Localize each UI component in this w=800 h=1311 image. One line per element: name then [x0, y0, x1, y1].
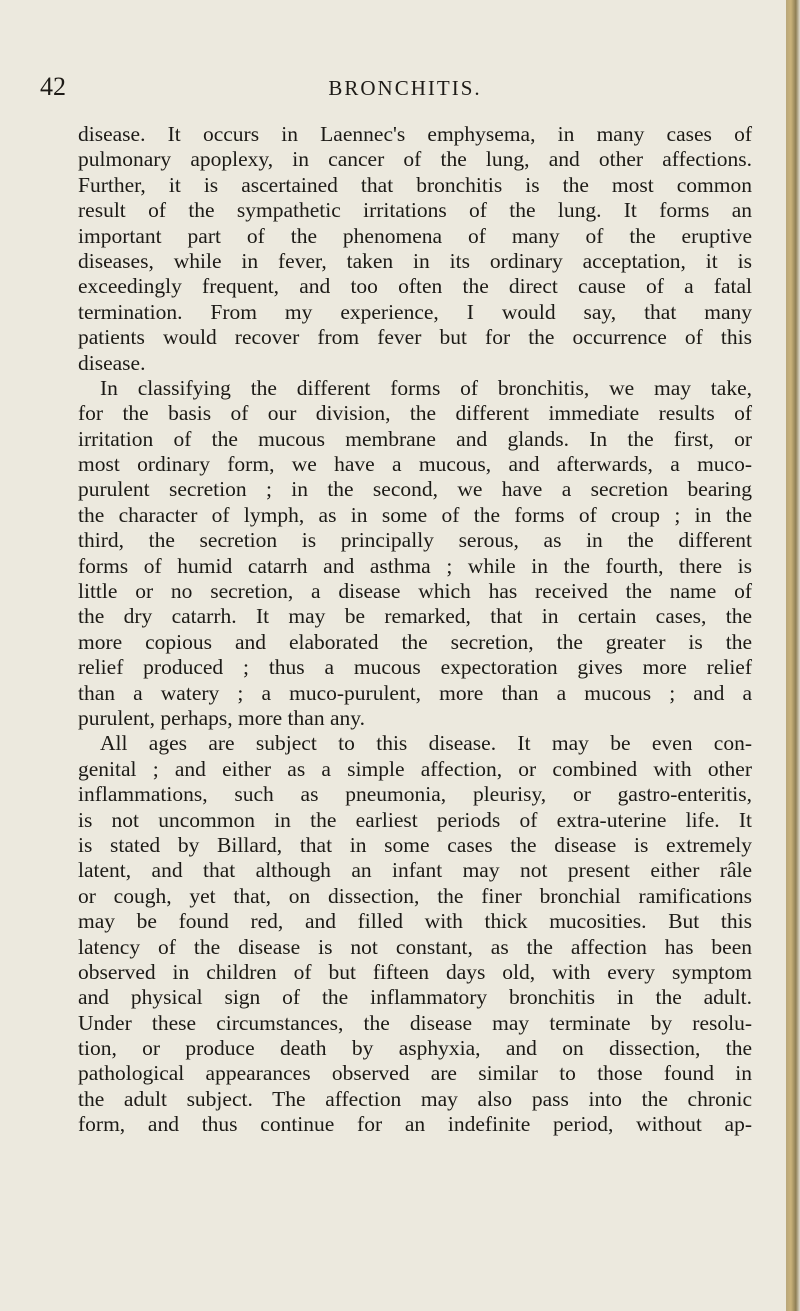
text-line: for the basis of our division, the different immediate results of — [78, 401, 752, 426]
running-head: BRONCHITIS. — [328, 76, 482, 100]
text-line: latency of the disease is not constant, as the affection has been — [78, 934, 752, 959]
text-line: is stated by Billard, that in some cases the disease is extremely — [78, 832, 752, 857]
text-line: is not uncommon in the earliest periods of extra-uterine life. It — [78, 807, 752, 832]
text-line: Under these circumstances, the disease may terminate by resolu- — [78, 1010, 752, 1035]
text-line: and physical sign of the inflammatory bronchitis in the adult. — [78, 985, 752, 1010]
text-line: little or no secretion, a disease which has received the name of — [78, 579, 752, 604]
text-line: forms of humid catarrh and asthma ; while in the fourth, there is — [78, 553, 752, 578]
page-number: 42 — [40, 72, 66, 101]
text-line: result of the sympathetic irritations of the lung. It forms an — [78, 198, 752, 223]
text-line: inflammations, such as pneumonia, pleurisy, or gastro-enteritis, — [78, 782, 752, 807]
text-line: most ordinary form, we have a mucous, and afterwards, a muco- — [78, 452, 752, 477]
text-line: In classifying the different forms of bronchitis, we may take, — [100, 375, 752, 400]
text-line: important part of the phenomena of many of the eruptive — [78, 223, 752, 248]
text-line: All ages are subject to this disease. It may be even con- — [100, 731, 752, 756]
text-line: patients would recover from fever but for the occurrence of this — [78, 325, 752, 350]
text-line: form, and thus continue for an indefinite period, without ap- — [78, 1112, 752, 1137]
text-line: relief produced ; thus a mucous expectoration gives more relief — [78, 655, 752, 680]
text-line: purulent secretion ; in the second, we have a secretion bearing — [78, 477, 752, 502]
text-line: tion, or produce death by asphyxia, and on dissection, the — [78, 1036, 752, 1061]
text-line: disease. — [78, 350, 146, 375]
page-edge — [786, 0, 800, 1311]
text-line: genital ; and either as a simple affection, or combined with other — [78, 756, 752, 781]
text-line: exceedingly frequent, and too often the direct cause of a fatal — [78, 274, 752, 299]
text-line: the dry catarrh. It may be remarked, that in certain cases, the — [78, 604, 752, 629]
text-line: diseases, while in fever, taken in its ordinary acceptation, it is — [78, 248, 752, 273]
text-line: may be found red, and filled with thick mucosities. But this — [78, 909, 752, 934]
text-line: or cough, yet that, on dissection, the finer bronchial ramifications — [78, 883, 752, 908]
text-line: than a watery ; a muco-purulent, more than a mucous ; and a — [78, 680, 752, 705]
text-line: disease. It occurs in Laennec's emphysema, in many cases of — [78, 122, 752, 146]
text-line: more copious and elaborated the secretion, the greater is the — [78, 629, 752, 654]
text-line: third, the secretion is principally serous, as in the different — [78, 528, 752, 553]
text-line: Further, it is ascertained that bronchitis is the most common — [78, 172, 752, 197]
text-line: the adult subject. The affection may also pass into the chronic — [78, 1086, 752, 1111]
text-line: termination. From my experience, I would say, that many — [78, 299, 752, 324]
text-line: the character of lymph, as in some of the forms of croup ; in the — [78, 502, 752, 527]
text-line: irritation of the mucous membrane and glands. In the first, or — [78, 426, 752, 451]
body-text — [78, 122, 752, 1138]
text-line: pulmonary apoplexy, in cancer of the lung, and other affections. — [78, 147, 752, 172]
text-line: latent, and that although an infant may not present either râle — [78, 858, 752, 883]
text-line: purulent, perhaps, more than any. — [78, 705, 365, 730]
text-line: pathological appearances observed are similar to those found in — [78, 1061, 752, 1086]
text-line: observed in children of but fifteen days old, with every symptom — [78, 959, 752, 984]
page-header — [40, 72, 770, 108]
